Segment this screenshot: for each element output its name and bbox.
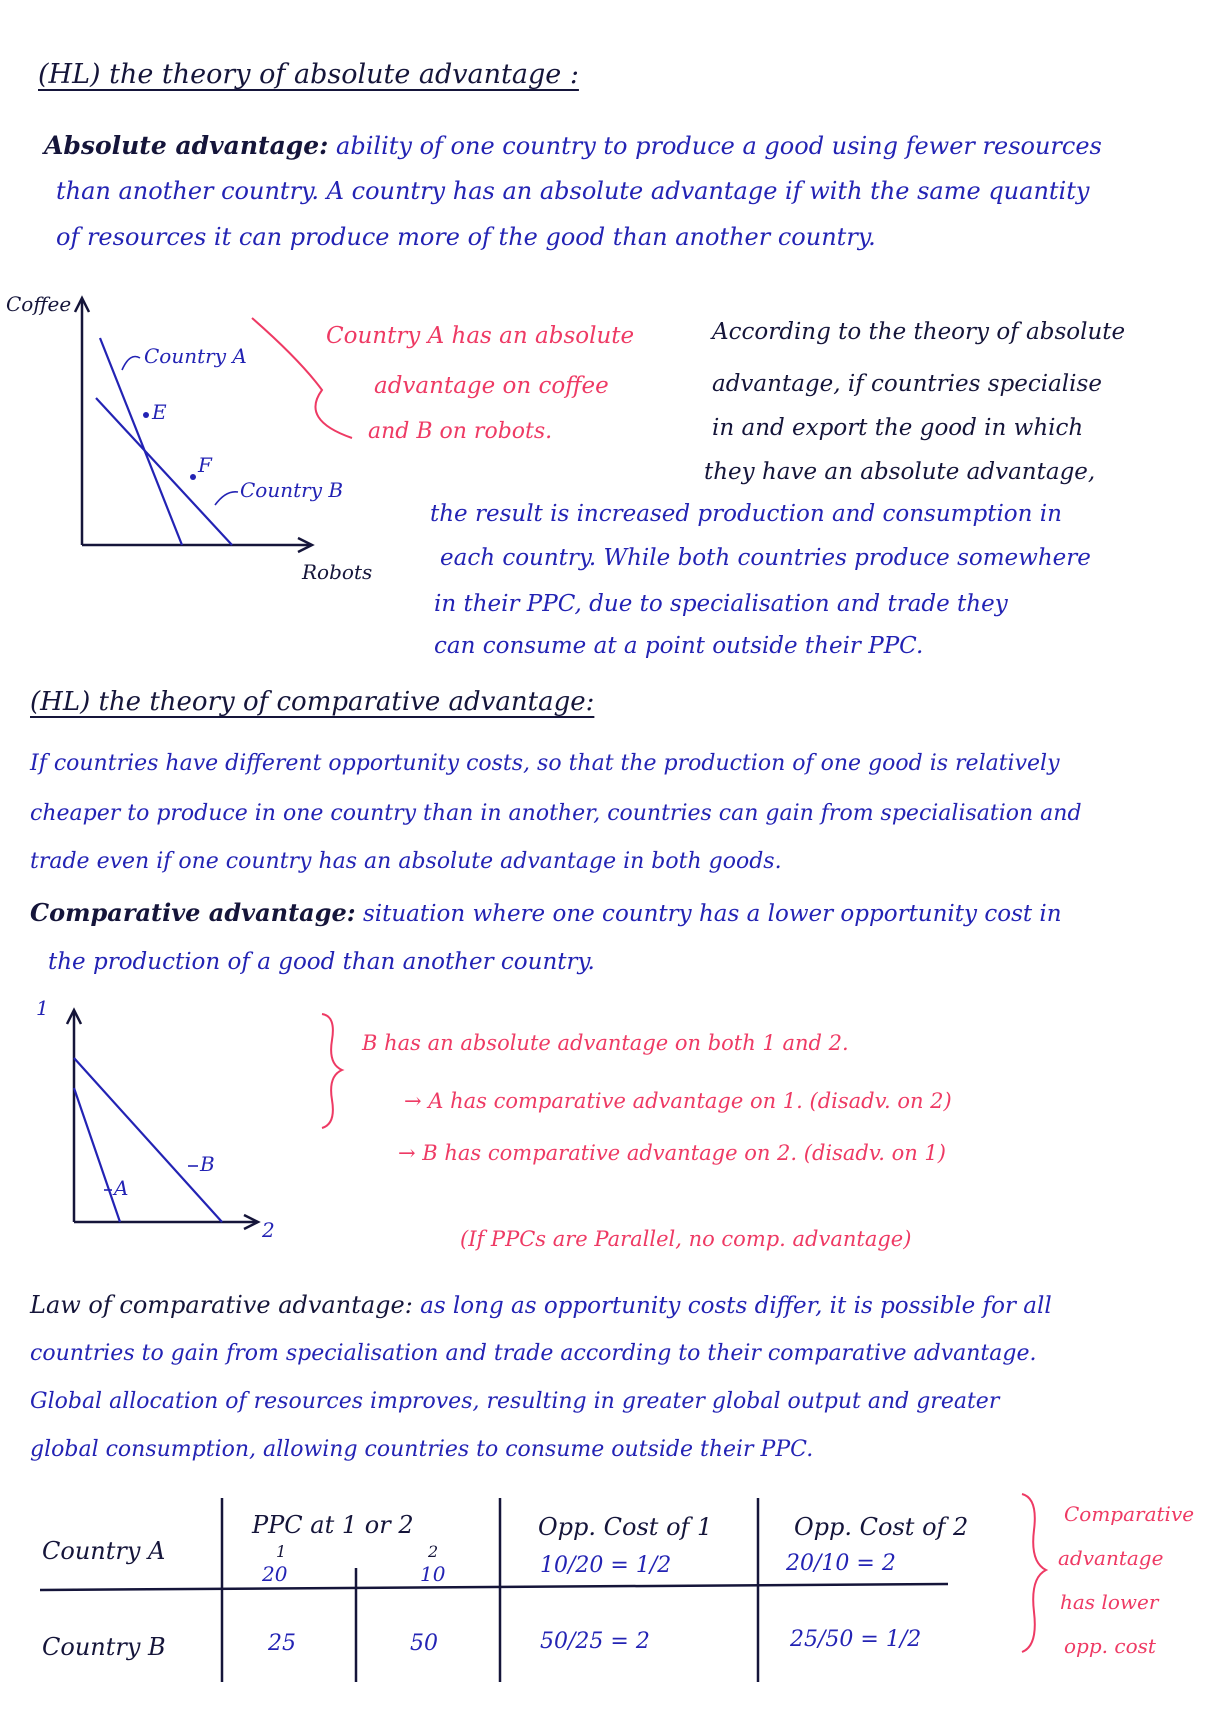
table-row-a-ppc1: 20: [262, 1562, 288, 1586]
graph1-leader-b: [215, 492, 238, 505]
graph2-ppc-a: [74, 1088, 120, 1222]
table-note-line3: has lower: [1060, 1590, 1159, 1614]
graph1-y-label: Coffee: [6, 292, 72, 316]
note2-line4: (If PPCs are Parallel, no comp. advantage): [460, 1227, 912, 1251]
graph1-point-e-dot: [143, 412, 149, 418]
comparative-advantage-heading: (HL) the theory of comparative advantage:: [30, 687, 595, 717]
graph1-point-e: E: [152, 400, 167, 424]
explanation1-line8: can consume at a point outside their PPC.: [434, 633, 924, 659]
comparative-para-line1: If countries have different opportunity costs, so that the production of one good is relatively: [30, 751, 1060, 776]
table-note-line2: advantage: [1058, 1546, 1164, 1570]
table-note-brace: [1022, 1494, 1046, 1652]
graph1-country-a-label: Country A: [144, 344, 247, 368]
absolute-advantage-term: Absolute advantage:: [44, 131, 329, 160]
law-line1: [30, 1290, 1052, 1321]
absolute-advantage-definition-line2: than another country. A country has an absolute advantage if with the same quantity: [56, 177, 1090, 205]
law-line1-text: as long as opportunity costs differ, it is possible for all: [420, 1293, 1052, 1319]
table-row-a-ppc2: 10: [420, 1562, 446, 1586]
law-term: Law of comparative advantage:: [30, 1291, 413, 1319]
comparative-definition-line1: [30, 898, 1062, 929]
comparative-para-line2: cheaper to produce in one country than in another, countries can gain from specialisation and: [30, 801, 1082, 826]
absolute-advantage-definition-line3: of resources it can produce more of the good than another country.: [56, 223, 876, 251]
law-line3: Global allocation of resources improves, resulting in greater global output and greater: [30, 1389, 1000, 1414]
table-row-a-opp2: 20/10 = 2: [786, 1551, 896, 1576]
table-row-b-country: Country B: [42, 1633, 166, 1661]
explanation1-line1: According to the theory of absolute: [712, 319, 1126, 345]
explanation1-line6: each country. While both countries produce somewhere: [440, 545, 1091, 571]
absolute-advantage-heading: (HL) the theory of absolute advantage :: [38, 59, 579, 90]
graph2-label-a: A: [114, 1176, 129, 1200]
explanation1-line4: they have an absolute advantage,: [704, 459, 1096, 485]
graph2-x-label: 2: [262, 1218, 275, 1242]
graph1-leader-a: [122, 357, 140, 371]
table-row-divider: [40, 1584, 948, 1590]
law-line4: global consumption, allowing countries to consume outside their PPC.: [30, 1437, 814, 1462]
explanation1-line2: advantage, if countries specialise: [712, 371, 1102, 397]
note2-line2: → A has comparative advantage on 1. (disadv. on 2): [404, 1089, 952, 1113]
table-row-a-opp1: 10/20 = 1/2: [540, 1553, 672, 1578]
comparative-definition-line2: the production of a good than another country.: [48, 949, 595, 975]
table-note-line4: opp. cost: [1064, 1634, 1156, 1658]
graph2-label-b: B: [200, 1152, 215, 1176]
comparative-advantage-term: Comparative advantage:: [30, 898, 356, 927]
graph2-ppc-b: [74, 1058, 222, 1222]
note1-line1: Country A has an absolute: [326, 323, 635, 349]
graph1-country-b-label: Country B: [240, 478, 344, 502]
note2-line3: → B has comparative advantage on 2. (disadv. on 1): [398, 1141, 946, 1165]
graph1-point-f: F: [198, 453, 212, 477]
table-row-a-country: Country A: [42, 1537, 166, 1565]
comparative-definition-text: situation where one country has a lower opportunity cost in: [362, 901, 1062, 927]
table-header-ppc: PPC at 1 or 2: [252, 1511, 414, 1539]
table-note-line1: Comparative: [1064, 1502, 1195, 1526]
graph1-x-label: Robots: [302, 560, 373, 584]
explanation1-line5: the result is increased production and consumption in: [430, 501, 1062, 527]
graph1-ppc-country-a: [100, 338, 182, 545]
note1-line3: and B on robots.: [368, 419, 553, 444]
graph2-y-label: 1: [36, 996, 49, 1020]
absolute-advantage-definition-text: ability of one country to produce a good using fewer resources: [336, 132, 1102, 160]
law-line2: countries to gain from specialisation and trade according to their comparative advantage.: [30, 1341, 1037, 1366]
comparative-para-line3: trade even if one country has an absolute advantage in both goods.: [30, 849, 782, 874]
table-row-b-opp1: 50/25 = 2: [540, 1629, 650, 1654]
table-header-opp2: Opp. Cost of 2: [794, 1513, 969, 1541]
table-row-b-ppc2: 50: [410, 1631, 438, 1656]
table-header-opp1: Opp. Cost of 1: [538, 1513, 713, 1541]
note2-line1: B has an absolute advantage on both 1 and 2.: [362, 1031, 849, 1055]
table-header-ppc-sub2: 2: [428, 1542, 439, 1561]
note1-line2: advantage on coffee: [374, 373, 609, 399]
table-header-ppc-sub1: 1: [276, 1542, 287, 1561]
note2-brace: [322, 1014, 342, 1128]
explanation1-line7: in their PPC, due to specialisation and trade they: [434, 591, 1008, 617]
explanation1-line3: in and export the good in which: [712, 415, 1084, 441]
table-row-b-ppc1: 25: [268, 1631, 296, 1656]
table-row-b-opp2: 25/50 = 1/2: [790, 1627, 922, 1652]
graph1-point-f-dot: [190, 474, 196, 480]
